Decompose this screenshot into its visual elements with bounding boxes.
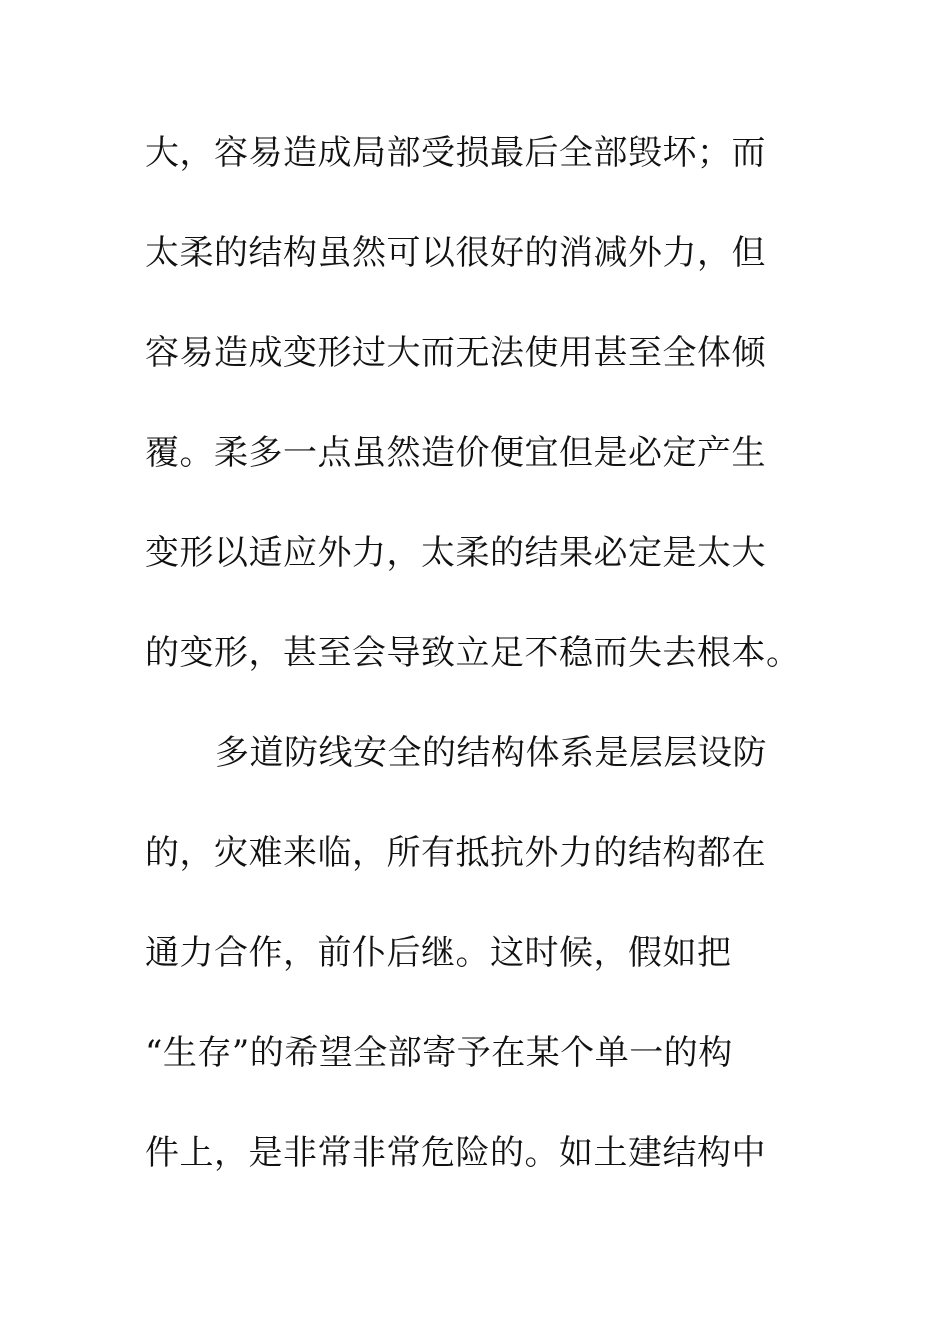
text-line: 变形以适应外力，太柔的结果必定是太大 — [145, 533, 766, 573]
paragraph-first-line: 多道防线安全的结构体系是层层设防 — [215, 733, 767, 773]
text-line: 通力合作，前仆后继。这时候，假如把 — [145, 933, 732, 973]
text-line: 的变形，甚至会导致立足不稳而失去根本。 — [145, 633, 801, 673]
text-line: 覆。柔多一点虽然造价便宜但是必定产生 — [145, 433, 766, 473]
text-line: 件上，是非常非常危险的。如土建结构中 — [145, 1133, 766, 1173]
text-line: 容易造成变形过大而无法使用甚至全体倾 — [145, 333, 766, 373]
text-line: 的，灾难来临，所有抵抗外力的结构都在 — [145, 833, 766, 873]
text-line: 大，容易造成局部受损最后全部毁坏；而 — [145, 133, 766, 173]
text-line: “生存”的希望全部寄予在某个单一的构 — [145, 1033, 733, 1073]
text-line: 太柔的结构虽然可以很好的消减外力，但 — [145, 233, 766, 273]
